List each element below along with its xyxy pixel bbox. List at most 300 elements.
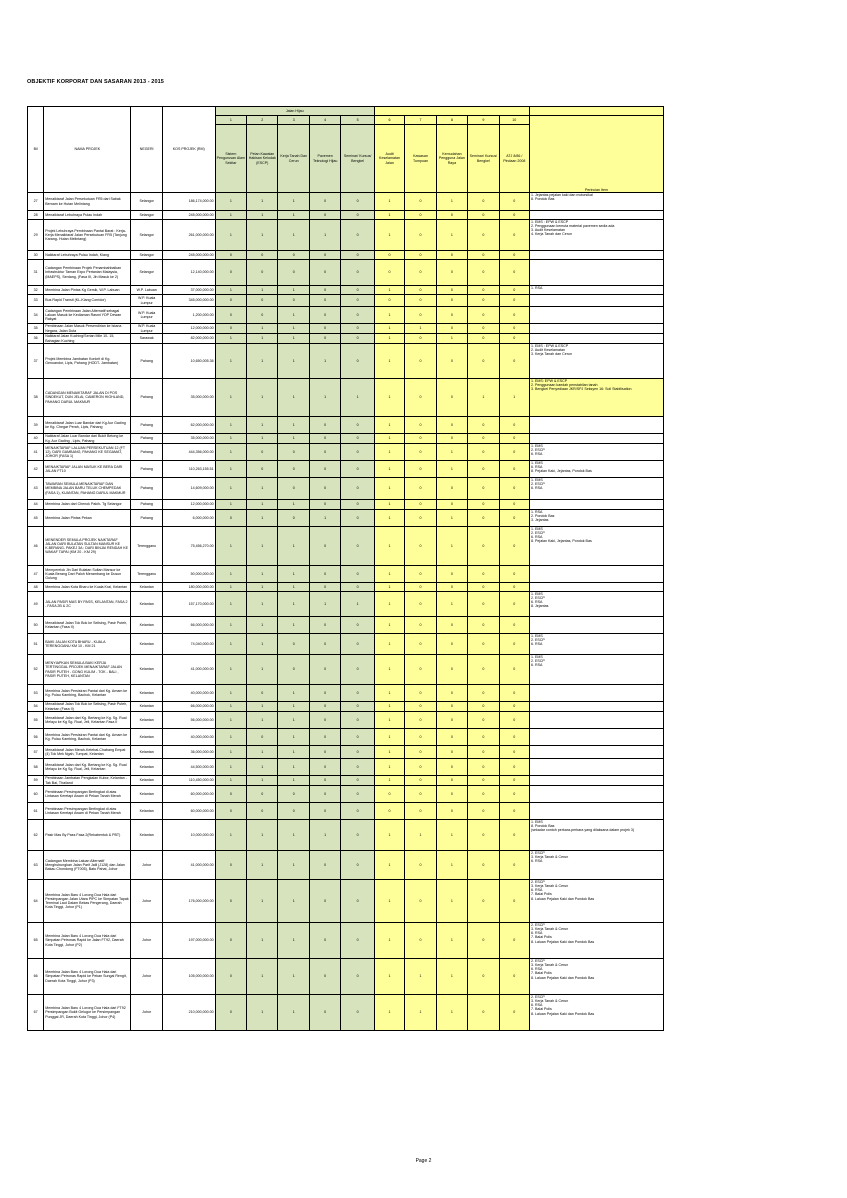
table-row (28, 592, 664, 617)
cell-kos-projek: 60,000,000.00 (162, 803, 215, 820)
cell-perincian-item (530, 324, 664, 334)
cell-value-col-9: 0 (468, 959, 499, 995)
cell-perincian-item (530, 566, 664, 583)
cell-value-col-5: 0 (341, 220, 374, 251)
cell-value-col-7: 0 (405, 592, 436, 617)
cell-kos-projek: 40,000,000.00 (162, 729, 215, 746)
cell-value-col-3: 1 (278, 324, 309, 334)
column-number-4: 4 (309, 116, 340, 125)
cell-kos-projek: 56,000,000.00 (162, 712, 215, 729)
cell-perincian-item (530, 617, 664, 634)
cell-value-col-5: 0 (341, 685, 374, 702)
cell-negeri: Johor (131, 923, 162, 959)
cell-nama-projek: Membina Jalan Pintas Pekan (44, 510, 131, 527)
cell-bil: 51 (28, 634, 44, 655)
cell-bil: 67 (28, 995, 44, 1031)
table-row (28, 295, 664, 307)
cell-value-col-7: 0 (405, 527, 436, 566)
cell-nama-projek: Membina Jalan Persisiran Pantai dari Kg. Amam ke Kg. Pulau Kambing, Bachok, Kelantan (44, 685, 131, 702)
cell-perincian-item (530, 803, 664, 820)
table-row (28, 417, 664, 434)
cell-value-col-9: 0 (468, 685, 499, 702)
cell-value-col-3: 1 (278, 685, 309, 702)
cell-value-col-3: 1 (278, 434, 309, 444)
cell-value-col-6: 1 (374, 685, 404, 702)
cell-value-col-8: 0 (436, 307, 467, 324)
cell-value-col-5: 0 (341, 478, 374, 500)
cell-nama-projek: Menaiktaraf Jalan Persekutuan FR5 dari Sabak Bernam ke Hutan Melintang (44, 193, 131, 211)
cell-value-col-1: 0 (215, 786, 246, 803)
cell-value-col-1: 0 (215, 295, 246, 307)
cell-value-col-5: 0 (341, 251, 374, 260)
cell-nama-projek: Pembinaan Persimpangan Bertingkat di atas Lintasan Keretapi Awam di Pekan Tanah Merah (44, 803, 131, 820)
cell-negeri: Johor (131, 880, 162, 923)
cell-value-col-7: 0 (405, 478, 436, 500)
cell-value-col-2: 1 (247, 923, 278, 959)
cell-value-col-7: 0 (405, 251, 436, 260)
cell-value-col-9: 0 (468, 434, 499, 444)
cell-perincian-item (530, 307, 664, 324)
cell-value-col-5: 0 (341, 566, 374, 583)
cell-nama-projek: Menaiktaraf Jalan Luar Bandar dari Kg Aur Gading ke Kg. Chegar Perah, Lipis, Pahang (44, 417, 131, 434)
cell-value-col-1: 1 (215, 461, 246, 478)
cell-negeri: Kelantan (131, 820, 162, 851)
cell-value-col-2: 1 (247, 334, 278, 344)
cell-value-col-9: 0 (468, 923, 499, 959)
cell-value-col-6: 1 (374, 193, 404, 211)
cell-value-col-7: 0 (405, 712, 436, 729)
cell-value-col-7: 0 (405, 334, 436, 344)
cell-nama-projek: Naiktaraf Lebuhraya Pulau Indah, Klang (44, 251, 131, 260)
cell-value-col-5: 0 (341, 617, 374, 634)
cell-value-col-10: 0 (499, 211, 529, 220)
cell-bil: 35 (28, 324, 44, 334)
cell-value-col-3: 1 (278, 566, 309, 583)
cell-value-col-4: 0 (309, 880, 340, 923)
cell-value-col-9: 0 (468, 776, 499, 786)
cell-bil: 53 (28, 685, 44, 702)
cell-nama-projek: MENAIKTARAF JALAN MASUK KE BERA DARI JALAN FT10 (44, 461, 131, 478)
cell-value-col-6: 1 (374, 478, 404, 500)
cell-nama-projek: MENYIAPKAN SEMULA BAKI KERJA TERTINGGAL PROJEK MENAIKTARAF JALAN PASIR PUTEH - GONG KULIM - TOK - BALI , PASIR PUTEH, KELANTAN (44, 655, 131, 685)
cell-kos-projek: 41,000,000.00 (162, 655, 215, 685)
cell-kos-projek: 197,000,000.00 (162, 923, 215, 959)
cell-value-col-5: 0 (341, 260, 374, 286)
table-row (28, 334, 664, 344)
cell-value-col-2: 0 (247, 685, 278, 702)
cell-value-col-4: 1 (309, 820, 340, 851)
cell-value-col-4: 0 (309, 786, 340, 803)
cell-nama-projek: Memperelok Jln Dari Bulatan Sultan Mansor ke Kuala Berang Dari Paloh Merambang ke Dusun Gulung (44, 566, 131, 583)
cell-value-col-8: 1 (436, 592, 467, 617)
cell-value-col-4: 0 (309, 702, 340, 712)
cell-value-col-9: 0 (468, 286, 499, 295)
cell-value-col-3: 0 (278, 478, 309, 500)
cell-bil: 64 (28, 880, 44, 923)
cell-value-col-6: 1 (374, 211, 404, 220)
cell-value-col-1: 0 (215, 923, 246, 959)
cell-value-col-2: 1 (247, 193, 278, 211)
cell-value-col-10: 0 (499, 583, 529, 592)
cell-value-col-3: 0 (278, 295, 309, 307)
cell-value-col-5: 0 (341, 334, 374, 344)
cell-value-col-10: 0 (499, 923, 529, 959)
cell-value-col-7: 0 (405, 500, 436, 510)
table-row (28, 923, 664, 959)
cell-value-col-9: 0 (468, 193, 499, 211)
cell-value-col-6: 1 (374, 880, 404, 923)
cell-value-col-4: 0 (309, 617, 340, 634)
cell-value-col-7: 1 (405, 324, 436, 334)
cell-value-col-3: 1 (278, 959, 309, 995)
cell-value-col-8: 0 (436, 786, 467, 803)
cell-negeri: Selangor (131, 220, 162, 251)
cell-value-col-8: 0 (436, 324, 467, 334)
cell-nama-projek: BAIKI JALAN KOTA BHARU - KUALA TERENGGANU KM 10 - KM 21 (44, 634, 131, 655)
cell-value-col-4: 0 (309, 461, 340, 478)
cell-nama-projek: Menaiktaraf Jalan Tok Bok ke Selising, Pasir Puteh, Kelantan (Fasa II) (44, 702, 131, 712)
cell-kos-projek: 75,456,270.00 (162, 527, 215, 566)
cell-negeri: Selangor (131, 260, 162, 286)
cell-value-col-6: 1 (374, 417, 404, 434)
cell-value-col-2: 0 (247, 251, 278, 260)
column-title-4: Pavemen Teknologi Hijau (309, 125, 340, 193)
table-row (28, 434, 664, 444)
cell-value-col-10: 0 (499, 655, 529, 685)
cell-value-col-1: 0 (215, 260, 246, 286)
cell-value-col-4: 0 (309, 803, 340, 820)
header-group-blank (374, 107, 529, 116)
cell-value-col-5: 0 (341, 923, 374, 959)
cell-value-col-3: 1 (278, 729, 309, 746)
cell-value-col-8: 0 (436, 251, 467, 260)
cell-value-col-5: 0 (341, 702, 374, 712)
cell-nama-projek: Menaiktaraf Jalan Merah-Ketebal-Chabang Empat (4) Tok Mek Ngah, Tumpat, Kelantan (44, 746, 131, 759)
cell-value-col-4: 0 (309, 851, 340, 880)
cell-bil: 30 (28, 251, 44, 260)
cell-nama-projek: Menaiktaraf Lebuhraya Pulau Indah (44, 211, 131, 220)
cell-value-col-8: 0 (436, 417, 467, 434)
cell-value-col-10: 1 (499, 379, 529, 417)
cell-value-col-8: 0 (436, 583, 467, 592)
cell-value-col-4: 0 (309, 193, 340, 211)
cell-value-col-5: 0 (341, 295, 374, 307)
cell-negeri: Selangor (131, 211, 162, 220)
cell-negeri: W.P. Labuan (131, 286, 162, 295)
cell-value-col-2: 0 (247, 461, 278, 478)
cell-negeri: Sarawak (131, 334, 162, 344)
cell-nama-projek: Pembinaan Jalan Masuk Persendirian ke Istana Negara, Jalan Duta (44, 324, 131, 334)
cell-value-col-7: 0 (405, 583, 436, 592)
cell-bil: 44 (28, 500, 44, 510)
cell-value-col-10: 0 (499, 434, 529, 444)
cell-value-col-8: 1 (436, 444, 467, 461)
cell-bil: 39 (28, 417, 44, 434)
cell-bil: 42 (28, 461, 44, 478)
cell-value-col-2: 1 (247, 344, 278, 379)
cell-value-col-3: 1 (278, 820, 309, 851)
cell-value-col-9: 0 (468, 295, 499, 307)
table-row (28, 583, 664, 592)
cell-bil: 45 (28, 510, 44, 527)
cell-value-col-2: 1 (247, 583, 278, 592)
cell-value-col-6: 1 (374, 923, 404, 959)
cell-value-col-8: 0 (436, 500, 467, 510)
table-row (28, 634, 664, 655)
cell-value-col-10: 0 (499, 959, 529, 995)
cell-value-col-2: 1 (247, 478, 278, 500)
cell-value-col-4: 0 (309, 500, 340, 510)
cell-kos-projek: 6,000,000.00 (162, 510, 215, 527)
cell-value-col-5: 0 (341, 803, 374, 820)
column-title-7: Kawasan Tumpuan (405, 125, 436, 193)
cell-value-col-9: 0 (468, 500, 499, 510)
cell-value-col-5: 0 (341, 759, 374, 776)
cell-nama-projek: CADANGAN MENAIKTARAF JALAN DI POS SINDEKUT, DUN JELAI, CAMERON HIGHLAND, PAHANG DARUL MAKMUR (44, 379, 131, 417)
table-row (28, 786, 664, 803)
cell-value-col-10: 0 (499, 334, 529, 344)
cell-value-col-6: 0 (374, 786, 404, 803)
cell-value-col-1: 1 (215, 655, 246, 685)
cell-value-col-10: 0 (499, 776, 529, 786)
cell-bil: 52 (28, 655, 44, 685)
cell-value-col-5: 0 (341, 461, 374, 478)
cell-value-col-6: 1 (374, 746, 404, 759)
cell-kos-projek: 37,000,000.00 (162, 286, 215, 295)
cell-perincian-item (530, 583, 664, 592)
table-row (28, 307, 664, 324)
cell-value-col-9: 0 (468, 786, 499, 803)
table-row (28, 685, 664, 702)
column-title-9: Seminar/ Kursus/ Bengkel (468, 125, 499, 193)
cell-kos-projek: 12,140,000.00 (162, 260, 215, 286)
cell-bil: 56 (28, 729, 44, 746)
cell-value-col-7: 0 (405, 759, 436, 776)
cell-value-col-8: 0 (436, 566, 467, 583)
cell-value-col-1: 0 (215, 851, 246, 880)
cell-kos-projek: 82,000,000.00 (162, 334, 215, 344)
cell-bil: 66 (28, 959, 44, 995)
cell-nama-projek: Membina Jalan Persisiran Pantai dari Kg. Amam ke Kg. Pulau Kambing, Bachok, Kelantan (44, 729, 131, 746)
cell-kos-projek: 186,174,000.00 (162, 193, 215, 211)
cell-value-col-2: 1 (247, 220, 278, 251)
cell-value-col-1: 1 (215, 592, 246, 617)
cell-value-col-6: 0 (374, 251, 404, 260)
cell-value-col-9: 1 (468, 379, 499, 417)
cell-perincian-item: 1. EMS 2. ESCP 6. RSA 8. Jejantas (530, 592, 664, 617)
cell-value-col-4: 0 (309, 759, 340, 776)
cell-value-col-8: 0 (436, 803, 467, 820)
cell-value-col-2: 1 (247, 324, 278, 334)
cell-value-col-8: 1 (436, 527, 467, 566)
cell-value-col-7: 0 (405, 461, 436, 478)
cell-value-col-6: 1 (374, 712, 404, 729)
cell-value-col-6: 0 (374, 803, 404, 820)
cell-value-col-5: 1 (341, 592, 374, 617)
cell-value-col-7: 0 (405, 634, 436, 655)
cell-value-col-4: 0 (309, 527, 340, 566)
cell-value-col-1: 1 (215, 444, 246, 461)
cell-value-col-9: 0 (468, 655, 499, 685)
cell-bil: 33 (28, 295, 44, 307)
table-row (28, 851, 664, 880)
cell-value-col-2: 1 (247, 634, 278, 655)
cell-nama-projek: Bus Rapid Transit (KL-Klang Corridor) (44, 295, 131, 307)
cell-value-col-3: 1 (278, 712, 309, 729)
cell-perincian-item (530, 702, 664, 712)
cell-value-col-2: 1 (247, 655, 278, 685)
cell-value-col-5: 0 (341, 880, 374, 923)
cell-value-col-1: 1 (215, 746, 246, 759)
cell-value-col-8: 1 (436, 995, 467, 1031)
cell-value-col-1: 1 (215, 478, 246, 500)
cell-perincian-item (530, 685, 664, 702)
cell-value-col-5: 0 (341, 211, 374, 220)
cell-value-col-10: 0 (499, 712, 529, 729)
cell-value-col-4: 0 (309, 295, 340, 307)
header-kos-projek: KOS PROJEK (RM) (162, 107, 215, 193)
cell-value-col-9: 0 (468, 211, 499, 220)
column-number-1: 1 (215, 116, 246, 125)
cell-value-col-8: 0 (436, 712, 467, 729)
cell-value-col-9: 0 (468, 527, 499, 566)
cell-value-col-10: 0 (499, 759, 529, 776)
header-perincian-spacer (530, 107, 664, 116)
cell-nama-projek: Cadangan Pembinaan Jalan Alternatif sebagai Laluan Masuk ke Kediaman Rasmi YDP Dewan Rakyat (44, 307, 131, 324)
cell-perincian-item (530, 434, 664, 444)
cell-value-col-3: 1 (278, 880, 309, 923)
cell-negeri: Johor (131, 995, 162, 1031)
cell-perincian-item (530, 729, 664, 746)
cell-value-col-2: 0 (247, 803, 278, 820)
table-row (28, 803, 664, 820)
cell-value-col-10: 0 (499, 685, 529, 702)
cell-negeri: Johor (131, 851, 162, 880)
column-number-2: 2 (247, 116, 278, 125)
cell-negeri: Pahang (131, 417, 162, 434)
cell-kos-projek: 10,000,000.00 (162, 820, 215, 851)
cell-perincian-item (530, 712, 664, 729)
cell-value-col-8: 1 (436, 220, 467, 251)
cell-value-col-10: 0 (499, 324, 529, 334)
cell-value-col-2: 1 (247, 592, 278, 617)
cell-value-col-4: 1 (309, 592, 340, 617)
cell-kos-projek: 110,450,000.00 (162, 776, 215, 786)
cell-value-col-1: 0 (215, 324, 246, 334)
cell-value-col-2: 1 (247, 702, 278, 712)
cell-value-col-8: 0 (436, 434, 467, 444)
cell-value-col-7: 0 (405, 307, 436, 324)
cell-value-col-1: 1 (215, 434, 246, 444)
cell-nama-projek: TAWARAN SEMULA MENAIKTARAF DAN MEMBINA JALAN BARU TELUK CHEMPEDAK (FASA 1), KUANTAN, PAHANG DARUL MAKMUR (44, 478, 131, 500)
cell-value-col-9: 0 (468, 820, 499, 851)
cell-value-col-3: 0 (278, 260, 309, 286)
cell-kos-projek: 180,000,000.00 (162, 583, 215, 592)
cell-perincian-item: 2. ESCP 3. Kerja Tanah & Cerun 6. RSA 7. Balai Polis 8. Laluan Pejalan Kaki dan Pondok Bas (530, 923, 664, 959)
cell-kos-projek: 35,000,000.00 (162, 434, 215, 444)
cell-value-col-9: 0 (468, 478, 499, 500)
cell-value-col-5: 0 (341, 193, 374, 211)
cell-value-col-8: 1 (436, 923, 467, 959)
cell-value-col-6: 1 (374, 566, 404, 583)
cell-value-col-5: 0 (341, 776, 374, 786)
cell-kos-projek: 210,000,000.00 (162, 995, 215, 1031)
cell-bil: 55 (28, 712, 44, 729)
cell-value-col-4: 0 (309, 712, 340, 729)
cell-value-col-3: 1 (278, 334, 309, 344)
cell-value-col-10: 0 (499, 786, 529, 803)
cell-value-col-9: 0 (468, 583, 499, 592)
cell-value-col-8: 0 (436, 344, 467, 379)
cell-value-col-9: 0 (468, 251, 499, 260)
cell-value-col-4: 0 (309, 251, 340, 260)
cell-perincian-item: 1. EMS 2. ESCP 6. RSA (530, 655, 664, 685)
cell-kos-projek: 105,000,000.00 (162, 959, 215, 995)
cell-value-col-3: 1 (278, 776, 309, 786)
cell-value-col-1: 1 (215, 617, 246, 634)
cell-value-col-4: 0 (309, 959, 340, 995)
cell-value-col-1: 1 (215, 776, 246, 786)
column-title-8: Kemudahan Pengguna Jalan Raya (436, 125, 467, 193)
cell-negeri: Kelantan (131, 702, 162, 712)
cell-value-col-1: 0 (215, 251, 246, 260)
cell-value-col-2: 1 (247, 712, 278, 729)
cell-value-col-10: 0 (499, 510, 529, 527)
cell-perincian-item: 1. EMS: EPW & ESCP 2. Penggunaan kaedah penstabilan tanah 3. Bengkel Penyediaan JKR/SPJ Seksyen 16: Soil Stabilisation (530, 379, 664, 417)
cell-value-col-5: 0 (341, 851, 374, 880)
cell-value-col-10: 0 (499, 295, 529, 307)
cell-nama-projek: Naiktaraf Jalan Luar Bandar dari Bukit Betong ke Kg. Aur Gading , Lipis, Pahang (44, 434, 131, 444)
cell-value-col-1: 1 (215, 500, 246, 510)
cell-value-col-8: 0 (436, 685, 467, 702)
cell-value-col-7: 1 (405, 959, 436, 995)
cell-value-col-6: 1 (374, 851, 404, 880)
cell-value-col-4: 0 (309, 634, 340, 655)
cell-value-col-2: 1 (247, 417, 278, 434)
cell-value-col-8: 1 (436, 334, 467, 344)
cell-value-col-6: 1 (374, 344, 404, 379)
cell-value-col-4: 0 (309, 307, 340, 324)
cell-value-col-6: 1 (374, 286, 404, 295)
table-row (28, 712, 664, 729)
cell-nama-projek: Projek Membina Jambatan Konkrit di Kg. Genuandor, Lipis, Pahang (HODT- Jambatan) (44, 344, 131, 379)
cell-negeri: Kelantan (131, 634, 162, 655)
cell-value-col-3: 0 (278, 444, 309, 461)
cell-value-col-7: 0 (405, 220, 436, 251)
cell-value-col-7: 0 (405, 295, 436, 307)
cell-bil: 61 (28, 803, 44, 820)
cell-kos-projek: 261,000,000.00 (162, 220, 215, 251)
cell-value-col-1: 1 (215, 220, 246, 251)
cell-negeri: Pahang (131, 379, 162, 417)
cell-value-col-8: 0 (436, 655, 467, 685)
cell-value-col-9: 0 (468, 995, 499, 1031)
cell-value-col-1: 1 (215, 286, 246, 295)
cell-value-col-7: 0 (405, 880, 436, 923)
header-group-jalan-hijau: Jalan Hijau (215, 107, 374, 116)
cell-value-col-2: 0 (247, 307, 278, 324)
cell-bil: 57 (28, 746, 44, 759)
cell-value-col-2: 1 (247, 379, 278, 417)
cell-value-col-5: 0 (341, 820, 374, 851)
cell-bil: 28 (28, 211, 44, 220)
column-title-5: Seminar/ Kursus/ Bengkel (341, 125, 374, 193)
cell-negeri: Pahang (131, 344, 162, 379)
cell-value-col-4: 0 (309, 685, 340, 702)
cell-value-col-4: 0 (309, 286, 340, 295)
cell-value-col-6: 1 (374, 583, 404, 592)
cell-negeri: Kelantan (131, 786, 162, 803)
